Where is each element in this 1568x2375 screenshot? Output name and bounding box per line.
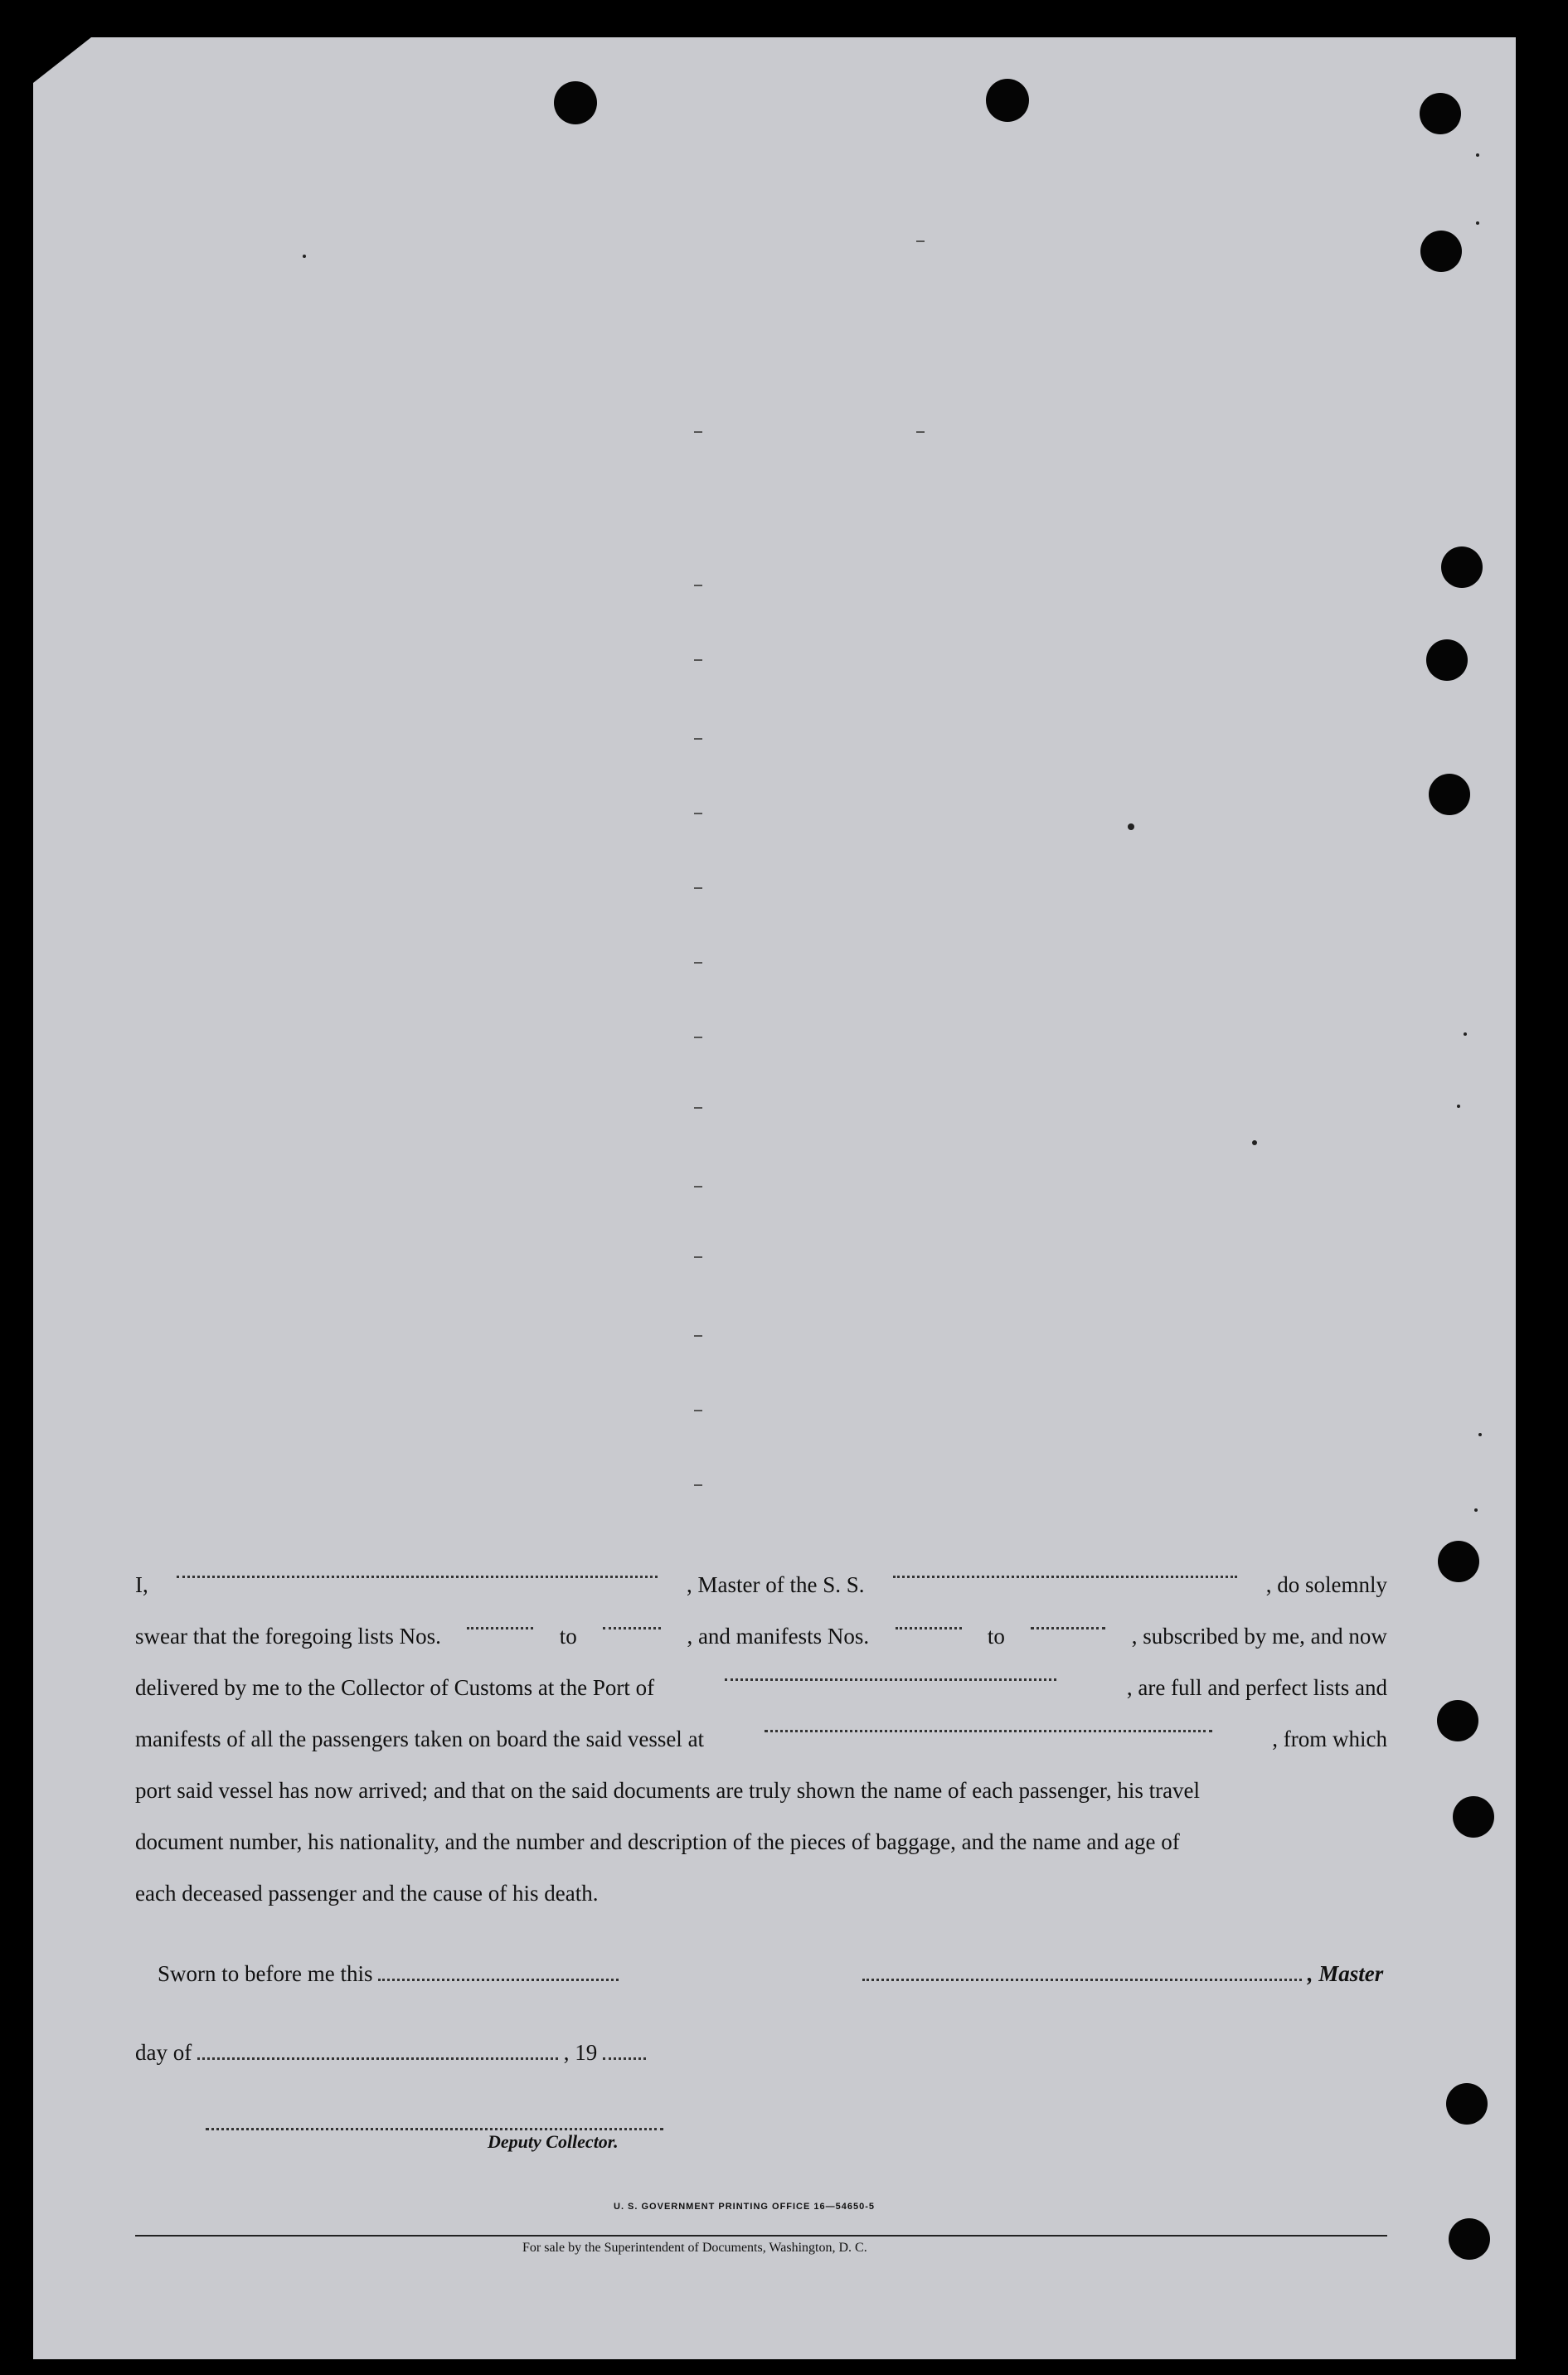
column-tick bbox=[694, 1410, 702, 1411]
oath-line-6: document number, his nationality, and the number and description of the pieces of baggage, and the name and age of bbox=[135, 1829, 1180, 1854]
punch-hole bbox=[1426, 639, 1468, 681]
sworn-line bbox=[158, 1961, 619, 1987]
oath-text: swear that the foregoing lists Nos. bbox=[135, 1624, 441, 1649]
column-tick bbox=[694, 431, 702, 433]
deputy-signature-blank[interactable] bbox=[206, 2111, 663, 2130]
manifest-from-blank[interactable] bbox=[896, 1610, 962, 1629]
sworn-label: Sworn to before me this bbox=[158, 1961, 373, 1986]
punch-hole bbox=[1449, 2218, 1490, 2260]
oath-text: delivered by me to the Collector of Customs at the Port of bbox=[135, 1675, 655, 1700]
day-line bbox=[135, 2040, 646, 2066]
master-label: , Master bbox=[1307, 1961, 1384, 1986]
punch-hole bbox=[986, 79, 1029, 122]
speck bbox=[1464, 1032, 1467, 1036]
column-tick bbox=[694, 1484, 702, 1486]
oath-text: manifests of all the passengers taken on board the said vessel at bbox=[135, 1727, 705, 1751]
column-tick bbox=[694, 1186, 702, 1188]
speck bbox=[1128, 823, 1134, 830]
master-signature-blank[interactable] bbox=[862, 1962, 1302, 1981]
sworn-date-blank[interactable] bbox=[378, 1962, 619, 1981]
punch-hole bbox=[1453, 1796, 1494, 1838]
oath-line-4 bbox=[135, 1713, 1387, 1765]
oath-line-3 bbox=[135, 1662, 1387, 1713]
deputy-collector-label: Deputy Collector. bbox=[488, 2131, 619, 2152]
sale-notice: For sale by the Superintendent of Documents, Washington, D. C. bbox=[522, 2241, 867, 2255]
speck bbox=[1476, 221, 1479, 225]
column-tick bbox=[694, 1256, 702, 1258]
column-tick bbox=[694, 962, 702, 964]
speck bbox=[1457, 1105, 1460, 1108]
footer-rule bbox=[135, 2235, 1387, 2237]
speck bbox=[1476, 153, 1479, 157]
departure-port-blank[interactable] bbox=[765, 1713, 1212, 1732]
oath-text: I, bbox=[135, 1572, 148, 1597]
vessel-name-blank[interactable] bbox=[893, 1559, 1237, 1578]
oath-line-5: port said vessel has now arrived; and that on the said documents are truly shown the name of each passenger, his travel bbox=[135, 1778, 1201, 1803]
oath-text: , from which bbox=[1272, 1727, 1387, 1751]
column-tick bbox=[694, 659, 702, 661]
port-blank[interactable] bbox=[725, 1662, 1056, 1681]
speck bbox=[1474, 1508, 1478, 1512]
punch-hole bbox=[1437, 1700, 1478, 1741]
year-blank[interactable] bbox=[603, 2041, 646, 2060]
punch-hole bbox=[1429, 774, 1470, 815]
speck bbox=[1252, 1140, 1257, 1145]
column-tick bbox=[694, 1037, 702, 1038]
oath-line-2 bbox=[135, 1610, 1387, 1662]
column-tick bbox=[694, 1335, 702, 1337]
punch-hole bbox=[554, 81, 597, 124]
punch-hole bbox=[1446, 2083, 1488, 2125]
oath-line-1 bbox=[135, 1559, 1387, 1610]
oath-text: , do solemnly bbox=[1265, 1572, 1387, 1597]
master-name-blank[interactable] bbox=[177, 1559, 658, 1578]
punch-hole bbox=[1438, 1541, 1479, 1582]
oath-text: , and manifests Nos. bbox=[687, 1624, 870, 1649]
year-label: , 19 bbox=[563, 2040, 598, 2065]
oath-line-7: each deceased passenger and the cause of his death. bbox=[135, 1881, 599, 1906]
master-signature-line bbox=[862, 1961, 1383, 1987]
manifest-to-blank[interactable] bbox=[1031, 1610, 1105, 1629]
oath-text: to bbox=[987, 1624, 1005, 1649]
column-tick bbox=[694, 887, 702, 889]
column-tick bbox=[694, 813, 702, 814]
oath-text: to bbox=[559, 1624, 577, 1649]
month-blank[interactable] bbox=[197, 2041, 558, 2060]
punch-hole bbox=[1420, 231, 1462, 272]
list-to-blank[interactable] bbox=[603, 1610, 661, 1629]
column-tick bbox=[694, 1107, 702, 1109]
punch-hole bbox=[1441, 546, 1483, 588]
oath-text: , are full and perfect lists and bbox=[1126, 1675, 1387, 1700]
day-of-label: day of bbox=[135, 2040, 192, 2065]
column-tick bbox=[694, 585, 702, 586]
speck bbox=[1478, 1433, 1482, 1436]
column-tick bbox=[916, 431, 925, 433]
list-from-blank[interactable] bbox=[467, 1610, 533, 1629]
column-tick bbox=[694, 738, 702, 740]
printer-imprint: U. S. GOVERNMENT PRINTING OFFICE 16—54650-5 bbox=[614, 2202, 876, 2212]
oath-text: , Master of the S. S. bbox=[687, 1572, 865, 1597]
column-tick bbox=[916, 240, 925, 242]
speck bbox=[303, 255, 306, 258]
form-page bbox=[33, 37, 1516, 2359]
punch-hole bbox=[1420, 93, 1461, 134]
oath-text: , subscribed by me, and now bbox=[1131, 1624, 1387, 1649]
